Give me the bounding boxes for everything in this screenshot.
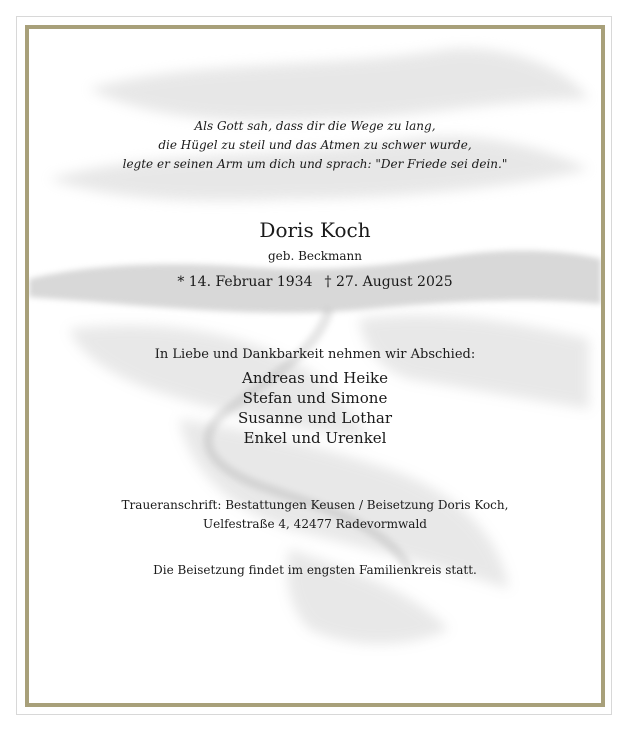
- obituary-card: [25, 25, 605, 707]
- memorial-quote: [29, 117, 601, 174]
- quote-line: legte er seinen Arm um dich und sprach: "Der Friede sei dein.": [122, 157, 508, 171]
- maiden-name: geb. Beckmann: [268, 249, 362, 263]
- quote-line: die Hügel zu steil und das Atmen zu schwer wurde,: [158, 138, 472, 152]
- mourners-list: [29, 368, 601, 448]
- farewell-intro: In Liebe und Dankbarkeit nehmen wir Abschied:: [154, 347, 476, 362]
- mourner-item: Susanne und Lothar: [237, 409, 393, 427]
- birth-date: * 14. Februar 1934: [177, 274, 313, 290]
- quote-line: Als Gott sah, dass dir die Wege zu lang,: [194, 119, 436, 133]
- mourner-item: Andreas und Heike: [242, 369, 388, 387]
- address-line: Uelfestraße 4, 42477 Radevormwald: [203, 517, 427, 531]
- condolence-address: [29, 496, 601, 534]
- deceased-name: Doris Koch: [259, 218, 371, 242]
- address-line: Traueranschrift: Bestattungen Keusen / Beisetzung Doris Koch,: [121, 498, 509, 512]
- card-content: [29, 29, 601, 703]
- death-date: † 27. August 2025: [324, 274, 453, 290]
- life-dates: [29, 272, 601, 292]
- burial-notice: Die Beisetzung findet im engsten Familienkreis statt.: [153, 563, 477, 577]
- mourner-item: Stefan und Simone: [242, 389, 388, 407]
- mourner-item: Enkel und Urenkel: [243, 429, 387, 447]
